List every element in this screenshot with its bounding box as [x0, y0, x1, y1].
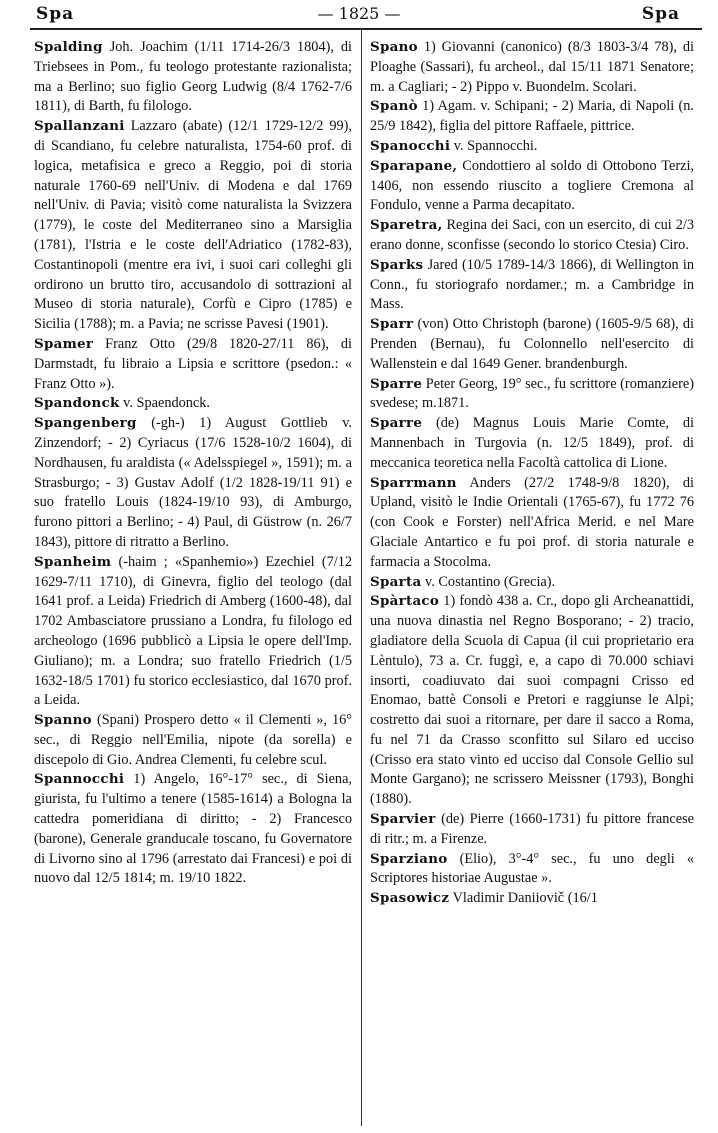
- dictionary-entry: [34, 394, 352, 414]
- dictionary-entry: [370, 592, 694, 810]
- entry-headword: Spàrtaco: [370, 593, 440, 610]
- dictionary-entry: [370, 38, 694, 97]
- entry-text: Vladimir Daniiovič (16/1: [449, 890, 598, 907]
- dictionary-entry: [34, 38, 352, 117]
- entry-text: (de) Magnus Louis Marie Comte, di Mannenbach in Turgovia (n. 12/5 1849), prof. di meccanica teoretica nella Facoltà cattolica di Lione.: [370, 415, 694, 471]
- entry-text: (Elio), 3°-4° sec., fu uno degli « Scriptores historiae Augustae ».: [370, 850, 694, 887]
- dictionary-entry: [370, 216, 694, 256]
- dictionary-entry: [370, 810, 694, 850]
- entry-headword: Spasowicz: [370, 890, 450, 907]
- dictionary-entry: [34, 117, 352, 335]
- dictionary-entry: [34, 414, 352, 553]
- entry-headword: Spanocchi: [370, 137, 451, 154]
- entry-text: 1) Angelo, 16°-17° sec., di Siena, giurista, fu l'ultimo a tenere (1585-1614) a Bologna la cattedra pomeridiana di diritto; - 2) Francesco (barone), Generale granducale toscano, fu Governatore di Livorno sino al 1796 (arrestato dai Francesi) e poi di nuovo dal 12/5 1814; m. 19/10 1822.: [34, 771, 352, 887]
- entry-text: Joh. Joachim (1/11 1714-26/3 1804), di Triebsees in Pom., fu teologo protestante razionalista; ma a Berlino; suo figlio Georg Ludwig (8/4 1762-7/6 1811), di Barth, fu filologo.: [34, 39, 352, 115]
- dictionary-entry: [370, 414, 694, 473]
- dictionary-entry: [34, 711, 352, 770]
- entry-headword: Spandonck: [34, 395, 120, 412]
- entry-headword: Sparks: [370, 256, 424, 273]
- entry-text: (-haim ; «Spanhemio») Ezechiel (7/12 1629-7/11 1710), di Ginevra, figlio del teologo (dal 1641 prof. a Leida) Friedrich di Amberg (1600-48), dal 1702 Ambasciatore prussiano a Londra, fu filologo ed archeologo (1696 pubblicò a Lipsia le opere dell'Imp. Giuliano); m. a Londra; suo fratello Friedrich (1/5 1632-18/5 1701) fu storico ecclesiastico, dal 1670 prof. a Leida.: [34, 553, 352, 709]
- entry-text: (von) Otto Christoph (barone) (1605-9/5 68), di Prenden (Bernau), fu Colonnello nell'esercito di Wallenstein e dal 1649 Gener. brandenburgh.: [370, 316, 694, 372]
- entry-headword: Spamer: [34, 335, 94, 352]
- dictionary-entry: [370, 157, 694, 216]
- entry-headword: Sparvier: [370, 811, 436, 828]
- entry-text: (-gh-) 1) August Gottlieb v. Zinzendorf; - 2) Cyriacus (17/6 1528-10/2 1604), di Nordhausen, fu araldista (« Adelsspiegel », 1591); m. a Strasburgo; - 3) Gustav Adolf (1/2 1828-19/11 91) e suo fratello Louis (1824-19/10 93), di Amburgo, furono pittori a Berlino; - 4) Paul, di Güstrow (n. 26/7 1843), pittore di ritratto a Berlino.: [34, 415, 352, 550]
- page-number: — 1825 —: [317, 4, 401, 23]
- entry-headword: Sparre: [370, 375, 423, 392]
- dictionary-entry: [370, 573, 694, 593]
- column-divider: [361, 30, 362, 1126]
- dictionary-entry: [370, 474, 694, 573]
- entry-headword: Spallanzani: [34, 118, 125, 135]
- entry-headword: Sparetra,: [370, 217, 443, 234]
- entry-text: Regina dei Saci, con un esercito, di cui 2/3 erano donne, sconfisse (secondo lo storico Ctesia) Ciro.: [370, 217, 694, 253]
- dictionary-entry: [34, 553, 352, 711]
- entry-text: Condottiero al soldo di Ottobono Terzi, 1406, non essendo riuscito a togliere Cremona al Fondulo, venne a Parma decapitato.: [370, 157, 694, 214]
- entry-text: (de) Pierre (1660-1731) fu pittore francese di ritr.; m. a Firenze.: [370, 811, 694, 847]
- running-head-right: Spa: [641, 4, 680, 24]
- dictionary-entry: [370, 137, 694, 157]
- entry-headword: Spano: [370, 39, 418, 55]
- entry-text: v. Spaendonck.: [119, 395, 211, 412]
- entry-text: Anders (27/2 1748-9/8 1820), di Upland, visitò le Indie Orientali (1765-67), fu 1772 76 (con Cook e Forster) nell'Africa Merid. e nel Mare Glaciale Antartico e fu poi prof. di storia naturale e farmacia a Stocolma.: [370, 474, 694, 570]
- right-column: [370, 38, 694, 909]
- header-rule: [30, 28, 702, 30]
- entry-headword: Spannocchi: [34, 771, 125, 788]
- entry-text: Lazzaro (abate) (12/1 1729-12/2 99), di Scandiano, fu celebre naturalista, 1754-60 prof. di logica, metafisica e greco a Reggio, poi di storia naturale 1760-69 nell'Univ. di Modena e dal 1769 nell'Univ. di Pavia; visitò come naturalista la Svizzera (1779), le coste del Mediterraneo sino a Marsiglia (1781), l'Istria e le coste dell'Adriatico (1782-83), Costantinopoli (mentre era ivi, i suoi cari colleghi gli ordirono un brutto tiro, accusandolo di sottrazioni al Museo di storia naturale), Corfù e Cipro (1785) e Sicilia (1788); m. a Pavia; ne scrisse Pavesi (1901).: [34, 118, 352, 333]
- entry-headword: Sparrmann: [370, 474, 457, 491]
- dictionary-entry: [370, 889, 694, 909]
- entry-text: Franz Otto (29/8 1820-27/11 86), di Darmstadt, fu libraio a Lipsia e scrittore (psedon.: « Franz Otto »).: [34, 335, 352, 392]
- dictionary-entry: [370, 315, 694, 374]
- dictionary-entry: [34, 770, 352, 889]
- page-header: [0, 0, 718, 36]
- entry-headword: Sparziano: [370, 850, 448, 867]
- running-head-left: Spa: [36, 4, 75, 24]
- entry-headword: Spanò: [370, 98, 418, 115]
- entry-headword: Spanheim: [34, 553, 112, 570]
- entry-text: v. Costantino (Grecia).: [421, 573, 556, 590]
- entry-text: v. Spannocchi.: [450, 137, 538, 154]
- dictionary-entry: [370, 850, 694, 890]
- entry-headword: Sparta: [370, 573, 422, 590]
- entry-text: 1) Agam. v. Schipani; - 2) Maria, di Napoli (n. 25/9 1842), figlia del pittore Raffaele, pittrice.: [370, 98, 694, 135]
- left-column: [34, 38, 352, 889]
- entry-headword: Spalding: [34, 39, 103, 55]
- entry-headword: Spanno: [34, 712, 92, 729]
- entry-text: (Spani) Prospero detto « il Clementi », 16° sec., di Reggio nell'Emilia, nipote (da sorella) e discepolo di Gio. Andrea Clementi, fu celebre scul.: [34, 712, 352, 768]
- entry-text: 1) Giovanni (canonico) (8/3 1803-3/4 78), di Ploaghe (Sassari), fu archeol., dal 15/11 1871 Senatore; m. a Cagliari; - 2) Pippo v. Buondelm. Scolari.: [370, 39, 694, 95]
- dictionary-entry: [370, 256, 694, 315]
- entry-text: Peter Georg, 19° sec., fu scrittore (romanziere) svedese; m.1871.: [370, 375, 694, 412]
- entry-text: Jared (10/5 1789-14/3 1866), di Wellington in Conn., fu storiografo nordamer.; m. a Cambridge in Mass.: [370, 256, 694, 313]
- dictionary-entry: [370, 375, 694, 415]
- dictionary-entry: [370, 97, 694, 137]
- entry-headword: Sparapane,: [370, 157, 458, 174]
- entry-headword: Sparre: [370, 415, 423, 432]
- dictionary-entry: [34, 335, 352, 394]
- entry-text: 1) fondò 438 a. Cr., dopo gli Archeanattidi, una nuova dinastia nel Regno Bosporano; - 2) tracio, gladiatore della Scuola di Capua (il cui proprietario era Lèntulo), 73 a. Cr. fuggì, e, a capo di 70.000 schiavi insorti, coadiuvato dai suoi compagni Crisso ed Enomao, battè Consoli e Pretori e raggiunse le Alpi; costretto dai suoi a ritornare, per dare il sacco a Roma, fu nel 71 da Crasso sconfitto sul Silaro ed ucciso (Crisso era stato vinto ed ucciso dal Console Gellio sul Monte Gargano); ne scrissero Meissner (1793), Bonghi (1880).: [370, 593, 694, 808]
- entry-headword: Spangenberg: [34, 415, 137, 432]
- entry-headword: Sparr: [370, 316, 414, 333]
